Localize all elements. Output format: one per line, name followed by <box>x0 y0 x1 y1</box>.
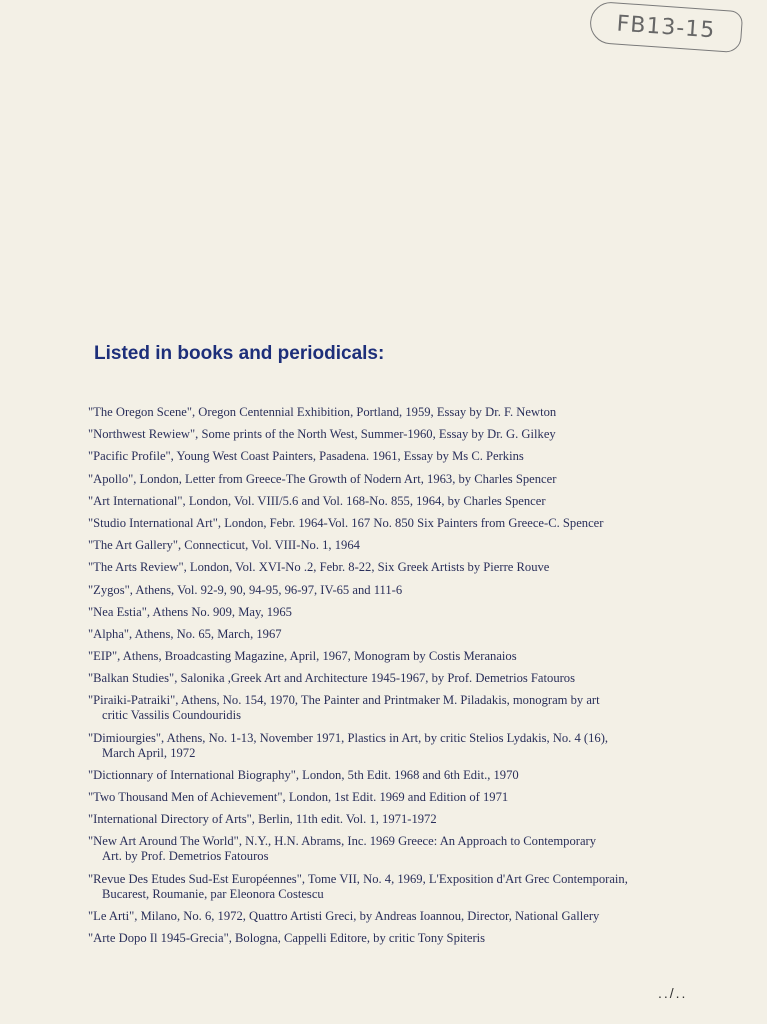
list-item: "Art International", London, Vol. VIII/5.6 and Vol. 168-No. 855, 1964, by Charles Spencer <box>88 493 546 508</box>
list-item: "Apollo", London, Letter from Greece-The Growth of Nodern Art, 1963, by Charles Spencer <box>88 471 557 486</box>
list-item: "Piraiki-Patraiki", Athens, No. 154, 1970, The Painter and Printmaker M. Piladakis, monogram by art critic Vassilis Coundouridis <box>88 693 600 723</box>
list-item: "The Arts Review", London, Vol. XVI-No .2, Febr. 8-22, Six Greek Artists by Pierre Rouve <box>88 560 550 575</box>
reference-list <box>88 405 728 953</box>
list-item: "Zygos", Athens, Vol. 92-9, 90, 94-95, 96-97, IV-65 and 111-6 <box>88 582 403 597</box>
list-item: "Two Thousand Men of Achievement", London, 1st Edit. 1969 and Edition of 1971 <box>88 790 509 804</box>
list-item: "Northwest Rewiew", Some prints of the North West, Summer-1960, Essay by Dr. G. Gilkey <box>88 427 556 442</box>
list-item: "International Directory of Arts", Berlin, 11th edit. Vol. 1, 1971-1972 <box>88 812 437 827</box>
list-item: "Arte Dopo Il 1945-Grecia", Bologna, Cappelli Editore, by critic Tony Spiteris <box>88 930 486 945</box>
list-item: "Le Arti", Milano, No. 6, 1972, Quattro Artisti Greci, by Andreas Ioannou, Director, National Gallery <box>88 908 600 923</box>
list-item: "Revue Des Etudes Sud-Est Européennes", Tome VII, No. 4, 1969, L'Exposition d'Art Grec Contemporain, Bucarest, Roumanie, par Eleonora Costescu <box>88 871 628 901</box>
list-item: "Balkan Studies", Salonika ,Greek Art and Architecture 1945-1967, by Prof. Demetrios Fatouros <box>88 671 576 686</box>
list-item: "Studio International Art", London, Febr. 1964-Vol. 167 No. 850 Six Painters from Greece-C. Spencer <box>88 515 604 530</box>
list-item: "The Oregon Scene", Oregon Centennial Exhibition, Portland, 1959, Essay by Dr. F. Newton <box>88 405 557 419</box>
section-title: Listed in books and periodicals: <box>94 343 385 364</box>
page-continuation-mark: ../.. <box>658 985 688 1001</box>
list-item: "The Art Gallery", Connecticut, Vol. VIII-No. 1, 1964 <box>88 538 360 553</box>
list-item: "Dictionnary of International Biography", London, 5th Edit. 1968 and 6th Edit., 1970 <box>88 767 519 782</box>
list-item: "New Art Around The World", N.Y., H.N. Abrams, Inc. 1969 Greece: An Approach to Contemporary Art. by Prof. Demetrios Fatouros <box>88 834 597 864</box>
list-item: "Nea Estia", Athens No. 909, May, 1965 <box>88 604 292 619</box>
archive-stamp: FB13-15 <box>589 1 744 54</box>
list-item: "Alpha", Athens, No. 65, March, 1967 <box>88 626 282 641</box>
list-item: "EIP", Athens, Broadcasting Magazine, April, 1967, Monogram by Costis Meranaios <box>88 649 517 664</box>
list-item: "Pacific Profile", Young West Coast Painters, Pasadena. 1961, Essay by Ms C. Perkins <box>88 449 524 464</box>
list-item: "Dimiourgies", Athens, No. 1-13, November 1971, Plastics in Art, by critic Stelios Lydakis, No. 4 (16), March April, 1972 <box>88 730 609 760</box>
